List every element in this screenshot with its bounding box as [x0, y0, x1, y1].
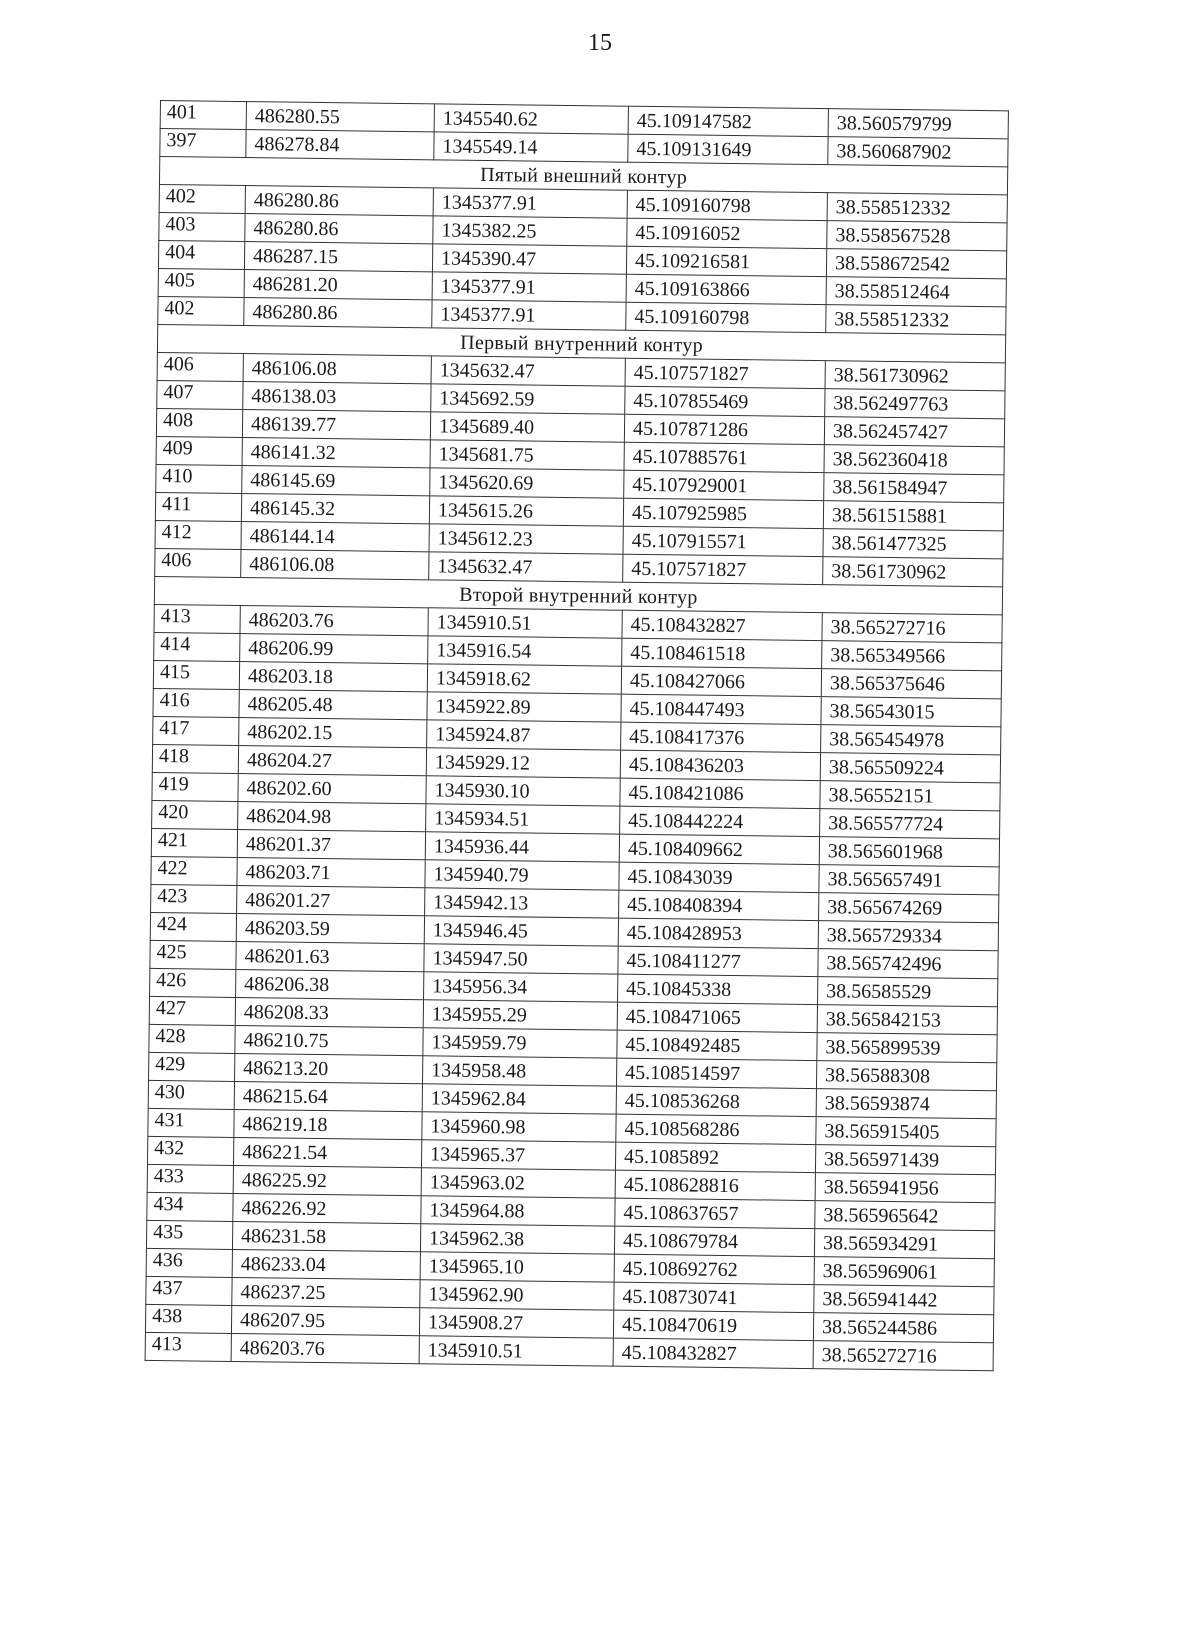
point-number-cell: 406	[157, 352, 243, 381]
latitude-cell: 45.107871286	[624, 414, 824, 444]
y-coordinate-cell: 1345924.87	[427, 720, 621, 750]
x-coordinate-cell: 486281.20	[244, 270, 432, 300]
y-coordinate-cell: 1345964.88	[421, 1196, 615, 1226]
latitude-cell: 45.108421086	[620, 778, 820, 808]
point-number-cell: 403	[159, 212, 245, 241]
latitude-cell: 45.10843039	[619, 862, 819, 892]
longitude-cell: 38.558567528	[827, 221, 1007, 251]
longitude-cell: 38.565349566	[822, 641, 1002, 671]
y-coordinate-cell: 1345930.10	[426, 776, 620, 806]
latitude-cell: 45.1085892	[615, 1142, 815, 1172]
point-number-cell: 434	[147, 1192, 233, 1221]
y-coordinate-cell: 1345940.79	[425, 860, 619, 890]
latitude-cell: 45.107885761	[624, 442, 824, 472]
y-coordinate-cell: 1345916.54	[428, 636, 622, 666]
longitude-cell: 38.565509224	[820, 753, 1000, 783]
longitude-cell: 38.565577724	[820, 809, 1000, 839]
point-number-cell: 424	[150, 912, 236, 941]
latitude-cell: 45.108470619	[613, 1310, 813, 1340]
point-number-cell: 425	[150, 940, 236, 969]
longitude-cell: 38.565601968	[819, 837, 999, 867]
latitude-cell: 45.108492485	[617, 1030, 817, 1060]
point-number-cell: 414	[154, 632, 240, 661]
latitude-cell: 45.10916052	[627, 218, 827, 248]
point-number-cell: 427	[149, 996, 235, 1025]
latitude-cell: 45.108442224	[620, 806, 820, 836]
point-number-cell: 416	[153, 688, 239, 717]
x-coordinate-cell: 486233.04	[232, 1249, 420, 1279]
x-coordinate-cell: 486203.76	[240, 606, 428, 636]
longitude-cell: 38.565971439	[815, 1145, 995, 1175]
latitude-cell: 45.108637657	[615, 1198, 815, 1228]
longitude-cell: 38.565941442	[814, 1285, 994, 1315]
longitude-cell: 38.565969061	[814, 1257, 994, 1287]
point-number-cell: 408	[156, 408, 242, 437]
longitude-cell: 38.56593874	[816, 1089, 996, 1119]
y-coordinate-cell: 1345956.34	[424, 972, 618, 1002]
latitude-cell: 45.109147582	[628, 106, 828, 136]
longitude-cell: 38.558672542	[826, 249, 1006, 279]
longitude-cell: 38.561730962	[825, 361, 1005, 391]
y-coordinate-cell: 1345390.47	[432, 244, 626, 274]
y-coordinate-cell: 1345620.69	[430, 468, 624, 498]
x-coordinate-cell: 486145.32	[241, 494, 429, 524]
point-number-cell: 420	[152, 800, 238, 829]
x-coordinate-cell: 486208.33	[235, 997, 423, 1027]
point-number-cell: 415	[153, 660, 239, 689]
latitude-cell: 45.108514597	[616, 1058, 816, 1088]
y-coordinate-cell: 1345965.37	[421, 1140, 615, 1170]
x-coordinate-cell: 486219.18	[234, 1109, 422, 1139]
longitude-cell: 38.565375646	[821, 669, 1001, 699]
y-coordinate-cell: 1345540.62	[434, 104, 628, 134]
latitude-cell: 45.109160798	[627, 190, 827, 220]
x-coordinate-cell: 486213.20	[235, 1053, 423, 1083]
latitude-cell: 45.108427066	[621, 666, 821, 696]
longitude-cell: 38.562457427	[824, 417, 1004, 447]
x-coordinate-cell: 486280.86	[245, 214, 433, 244]
point-number-cell: 426	[150, 968, 236, 997]
longitude-cell: 38.565729334	[818, 921, 998, 951]
point-number-cell: 407	[157, 380, 243, 409]
x-coordinate-cell: 486280.86	[245, 186, 433, 216]
point-number-cell: 429	[149, 1052, 235, 1081]
point-number-cell: 428	[149, 1024, 235, 1053]
y-coordinate-cell: 1345692.59	[431, 384, 625, 414]
point-number-cell: 436	[146, 1248, 232, 1277]
point-number-cell: 412	[155, 520, 241, 549]
y-coordinate-cell: 1345958.48	[423, 1056, 617, 1086]
x-coordinate-cell: 486210.75	[235, 1025, 423, 1055]
y-coordinate-cell: 1345965.10	[420, 1252, 614, 1282]
latitude-cell: 45.108408394	[619, 890, 819, 920]
latitude-cell: 45.109131649	[628, 134, 828, 164]
x-coordinate-cell: 486202.60	[238, 774, 426, 804]
x-coordinate-cell: 486280.86	[244, 298, 432, 328]
y-coordinate-cell: 1345908.27	[419, 1308, 613, 1338]
y-coordinate-cell: 1345681.75	[430, 440, 624, 470]
x-coordinate-cell: 486226.92	[233, 1193, 421, 1223]
point-number-cell: 410	[156, 464, 242, 493]
x-coordinate-cell: 486106.08	[243, 354, 431, 384]
longitude-cell: 38.565272716	[822, 613, 1002, 643]
longitude-cell: 38.562360418	[824, 445, 1004, 475]
point-number-cell: 432	[147, 1136, 233, 1165]
x-coordinate-cell: 486201.37	[237, 830, 425, 860]
longitude-cell: 38.561515881	[823, 501, 1003, 531]
y-coordinate-cell: 1345377.91	[432, 272, 626, 302]
y-coordinate-cell: 1345947.50	[424, 944, 618, 974]
latitude-cell: 45.109160798	[626, 302, 826, 332]
y-coordinate-cell: 1345689.40	[430, 412, 624, 442]
x-coordinate-cell: 486225.92	[233, 1165, 421, 1195]
x-coordinate-cell: 486204.98	[238, 802, 426, 832]
point-number-cell: 406	[155, 548, 241, 577]
point-number-cell: 421	[151, 828, 237, 857]
longitude-cell: 38.561730962	[823, 557, 1003, 587]
x-coordinate-cell: 486145.69	[242, 466, 430, 496]
page-number: 15	[588, 30, 612, 56]
y-coordinate-cell: 1345946.45	[424, 916, 618, 946]
longitude-cell: 38.562497763	[825, 389, 1005, 419]
longitude-cell: 38.565899539	[817, 1033, 997, 1063]
longitude-cell: 38.565454978	[821, 725, 1001, 755]
latitude-cell: 45.107915571	[623, 526, 823, 556]
y-coordinate-cell: 1345910.51	[419, 1336, 613, 1366]
latitude-cell: 45.10845338	[618, 974, 818, 1004]
y-coordinate-cell: 1345942.13	[425, 888, 619, 918]
x-coordinate-cell: 486278.84	[246, 130, 434, 160]
y-coordinate-cell: 1345962.84	[422, 1084, 616, 1114]
section-title: Первый внутренний контур	[157, 324, 1005, 362]
x-coordinate-cell: 486138.03	[243, 382, 431, 412]
y-coordinate-cell: 1345955.29	[423, 1000, 617, 1030]
x-coordinate-cell: 486201.63	[236, 941, 424, 971]
latitude-cell: 45.108428953	[618, 918, 818, 948]
y-coordinate-cell: 1345962.90	[420, 1280, 614, 1310]
y-coordinate-cell: 1345549.14	[434, 132, 628, 162]
x-coordinate-cell: 486207.95	[231, 1305, 419, 1335]
y-coordinate-cell: 1345382.25	[433, 216, 627, 246]
latitude-cell: 45.107855469	[625, 386, 825, 416]
point-number-cell: 419	[152, 772, 238, 801]
point-number-cell: 402	[158, 296, 244, 325]
longitude-cell: 38.565915405	[816, 1117, 996, 1147]
y-coordinate-cell: 1345929.12	[426, 748, 620, 778]
longitude-cell: 38.565657491	[819, 865, 999, 895]
point-number-cell: 422	[151, 856, 237, 885]
section-title: Пятый внешний контур	[159, 157, 1007, 195]
x-coordinate-cell: 486280.55	[246, 102, 434, 132]
x-coordinate-cell: 486203.18	[239, 662, 427, 692]
point-number-cell: 401	[160, 101, 246, 130]
latitude-cell: 45.109163866	[626, 274, 826, 304]
coordinates-table-body	[145, 101, 1008, 1371]
latitude-cell: 45.107925985	[623, 498, 823, 528]
x-coordinate-cell: 486206.38	[236, 969, 424, 999]
latitude-cell: 45.107571827	[625, 358, 825, 388]
y-coordinate-cell: 1345632.47	[431, 356, 625, 386]
y-coordinate-cell: 1345632.47	[429, 552, 623, 582]
point-number-cell: 418	[152, 744, 238, 773]
longitude-cell: 38.560687902	[828, 137, 1008, 167]
x-coordinate-cell: 486206.99	[240, 634, 428, 664]
x-coordinate-cell: 486106.08	[241, 550, 429, 580]
point-number-cell: 423	[151, 884, 237, 913]
x-coordinate-cell: 486202.15	[239, 718, 427, 748]
x-coordinate-cell: 486139.77	[242, 410, 430, 440]
point-number-cell: 404	[158, 240, 244, 269]
y-coordinate-cell: 1345934.51	[426, 804, 620, 834]
coordinates-table	[145, 100, 1009, 1371]
longitude-cell: 38.565674269	[819, 893, 999, 923]
y-coordinate-cell: 1345960.98	[422, 1112, 616, 1142]
x-coordinate-cell: 486201.27	[237, 885, 425, 915]
point-number-cell: 431	[148, 1108, 234, 1137]
latitude-cell: 45.109216581	[626, 246, 826, 276]
latitude-cell: 45.108432827	[613, 1338, 813, 1368]
x-coordinate-cell: 486203.59	[236, 913, 424, 943]
point-number-cell: 435	[146, 1220, 232, 1249]
y-coordinate-cell: 1345962.38	[420, 1224, 614, 1254]
x-coordinate-cell: 486231.58	[232, 1221, 420, 1251]
point-number-cell: 430	[148, 1080, 234, 1109]
longitude-cell: 38.565842153	[817, 1005, 997, 1035]
longitude-cell: 38.565272716	[813, 1341, 993, 1371]
latitude-cell: 45.108679784	[614, 1226, 814, 1256]
latitude-cell: 45.108730741	[614, 1282, 814, 1312]
latitude-cell: 45.108461518	[622, 638, 822, 668]
point-number-cell: 417	[153, 716, 239, 745]
longitude-cell: 38.56588308	[816, 1061, 996, 1091]
x-coordinate-cell: 486287.15	[244, 242, 432, 272]
longitude-cell: 38.565941956	[815, 1173, 995, 1203]
latitude-cell: 45.108628816	[615, 1170, 815, 1200]
longitude-cell: 38.56552151	[820, 781, 1000, 811]
longitude-cell: 38.56585529	[817, 977, 997, 1007]
point-number-cell: 413	[154, 604, 240, 633]
y-coordinate-cell: 1345918.62	[427, 664, 621, 694]
point-number-cell: 437	[146, 1276, 232, 1305]
x-coordinate-cell: 486144.14	[241, 522, 429, 552]
point-number-cell: 409	[156, 436, 242, 465]
y-coordinate-cell: 1345922.89	[427, 692, 621, 722]
latitude-cell: 45.108692762	[614, 1254, 814, 1284]
longitude-cell: 38.56543015	[821, 697, 1001, 727]
longitude-cell: 38.565934291	[814, 1229, 994, 1259]
point-number-cell: 397	[160, 129, 246, 158]
point-number-cell: 402	[159, 184, 245, 213]
latitude-cell: 45.107571827	[623, 554, 823, 584]
latitude-cell: 45.108568286	[616, 1114, 816, 1144]
y-coordinate-cell: 1345612.23	[429, 524, 623, 554]
x-coordinate-cell: 486203.71	[237, 858, 425, 888]
y-coordinate-cell: 1345959.79	[423, 1028, 617, 1058]
latitude-cell: 45.107929001	[624, 470, 824, 500]
point-number-cell: 411	[155, 492, 241, 521]
y-coordinate-cell: 1345615.26	[429, 496, 623, 526]
y-coordinate-cell: 1345377.91	[432, 300, 626, 330]
latitude-cell: 45.108409662	[619, 834, 819, 864]
longitude-cell: 38.558512332	[826, 305, 1006, 335]
longitude-cell: 38.558512332	[827, 193, 1007, 223]
point-number-cell: 433	[147, 1164, 233, 1193]
latitude-cell: 45.108447493	[621, 694, 821, 724]
latitude-cell: 45.108471065	[617, 1002, 817, 1032]
latitude-cell: 45.108536268	[616, 1086, 816, 1116]
longitude-cell: 38.561584947	[824, 473, 1004, 503]
longitude-cell: 38.565965642	[815, 1201, 995, 1231]
point-number-cell: 438	[145, 1304, 231, 1333]
x-coordinate-cell: 486204.27	[238, 746, 426, 776]
point-number-cell: 405	[158, 268, 244, 297]
x-coordinate-cell: 486221.54	[233, 1137, 421, 1167]
coordinates-table-wrapper	[145, 100, 1008, 1371]
y-coordinate-cell: 1345910.51	[428, 608, 622, 638]
y-coordinate-cell: 1345963.02	[421, 1168, 615, 1198]
latitude-cell: 45.108432827	[622, 610, 822, 640]
longitude-cell: 38.565244586	[813, 1313, 993, 1343]
x-coordinate-cell: 486205.48	[239, 690, 427, 720]
y-coordinate-cell: 1345377.91	[433, 188, 627, 218]
x-coordinate-cell: 486141.32	[242, 438, 430, 468]
latitude-cell: 45.108411277	[618, 946, 818, 976]
longitude-cell: 38.560579799	[828, 109, 1008, 139]
longitude-cell: 38.558512464	[826, 277, 1006, 307]
longitude-cell: 38.561477325	[823, 529, 1003, 559]
section-title: Второй внутренний контур	[154, 576, 1002, 614]
latitude-cell: 45.108417376	[621, 722, 821, 752]
x-coordinate-cell: 486215.64	[234, 1081, 422, 1111]
latitude-cell: 45.108436203	[620, 750, 820, 780]
x-coordinate-cell: 486237.25	[232, 1277, 420, 1307]
y-coordinate-cell: 1345936.44	[425, 832, 619, 862]
x-coordinate-cell: 486203.76	[231, 1333, 419, 1363]
longitude-cell: 38.565742496	[818, 949, 998, 979]
point-number-cell: 413	[145, 1332, 231, 1361]
